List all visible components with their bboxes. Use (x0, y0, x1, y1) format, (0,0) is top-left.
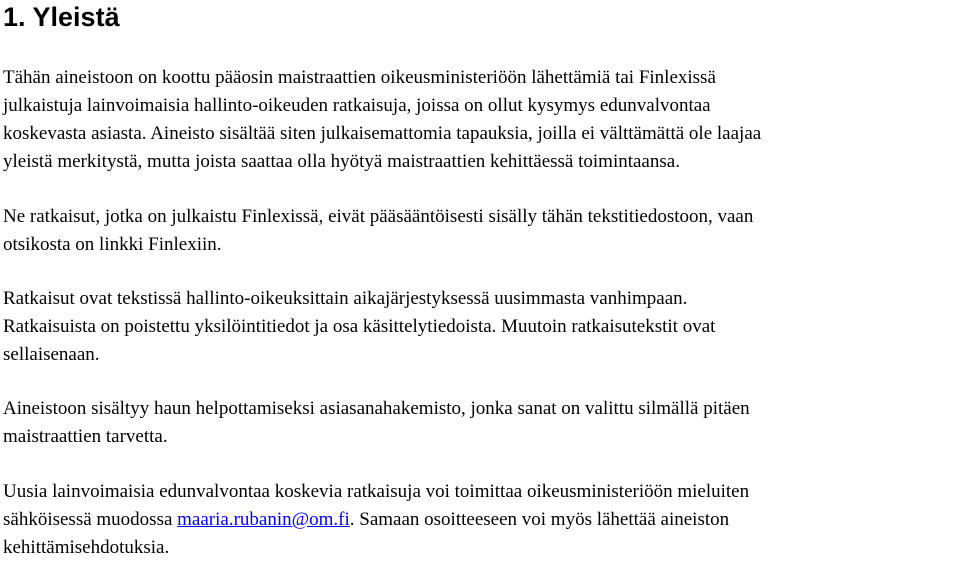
paragraph-order (3, 285, 959, 369)
text-line: otsikosta on linkki Finlexiin. (3, 234, 222, 255)
text-line: Uusia lainvoimaisia edunvalvontaa koskevia ratkaisuja voi toimittaa oikeusministeriöön mieluiten (3, 481, 750, 502)
text-line: maistraattien tarvetta. (3, 426, 168, 447)
text-line: sellaisenaan. (3, 344, 100, 365)
text-line: yleistä merkitystä, mutta joista saattaa olla hyötyä maistraattien kehittäessä toimintaansa. (3, 151, 680, 172)
text-line: Ratkaisuista on poistettu yksilöintitiedot ja osa käsittelytiedoista. Muutoin ratkaisutekstit ovat (3, 316, 716, 337)
paragraph-contact (3, 478, 959, 562)
email-link[interactable]: maaria.rubanin@om.fi (177, 509, 350, 530)
paragraph-intro (3, 64, 959, 176)
section-heading: 1. Yleistä (3, 2, 120, 32)
text-line: julkaistuja lainvoimaisia hallinto-oikeuden ratkaisuja, joissa on ollut kysymys edunvalvontaa (3, 95, 711, 116)
text-segment: . Samaan osoitteeseen voi myös lähettää aineiston (349, 509, 730, 530)
text-line: Ratkaisut ovat tekstissä hallinto-oikeuksittain aikajärjestyksessä uusimmasta vanhimpaan. (3, 288, 688, 309)
text-line: Tähän aineistoon on koottu pääosin maistraattien oikeusministeriöön lähettämiä tai Finlexissä (3, 67, 716, 88)
paragraph-index (3, 395, 959, 451)
text-line: Aineistoon sisältyy haun helpottamiseksi asiasanahakemisto, jonka sanat on valittu silmällä pitäen (3, 398, 750, 419)
paragraph-finlex (3, 203, 959, 259)
text-segment: sähköisessä muodossa (3, 509, 178, 530)
text-line: koskevasta asiasta. Aineisto sisältää siten julkaisemattomia tapauksia, joilla ei välttämättä ole laajaa (3, 123, 762, 144)
text-line: kehittämisehdotuksia. (3, 537, 170, 558)
text-line-with-email (3, 506, 959, 534)
text-line: Ne ratkaisut, jotka on julkaistu Finlexissä, eivät pääsääntöisesti sisälly tähän tekstitiedostoon, vaan (3, 206, 754, 227)
